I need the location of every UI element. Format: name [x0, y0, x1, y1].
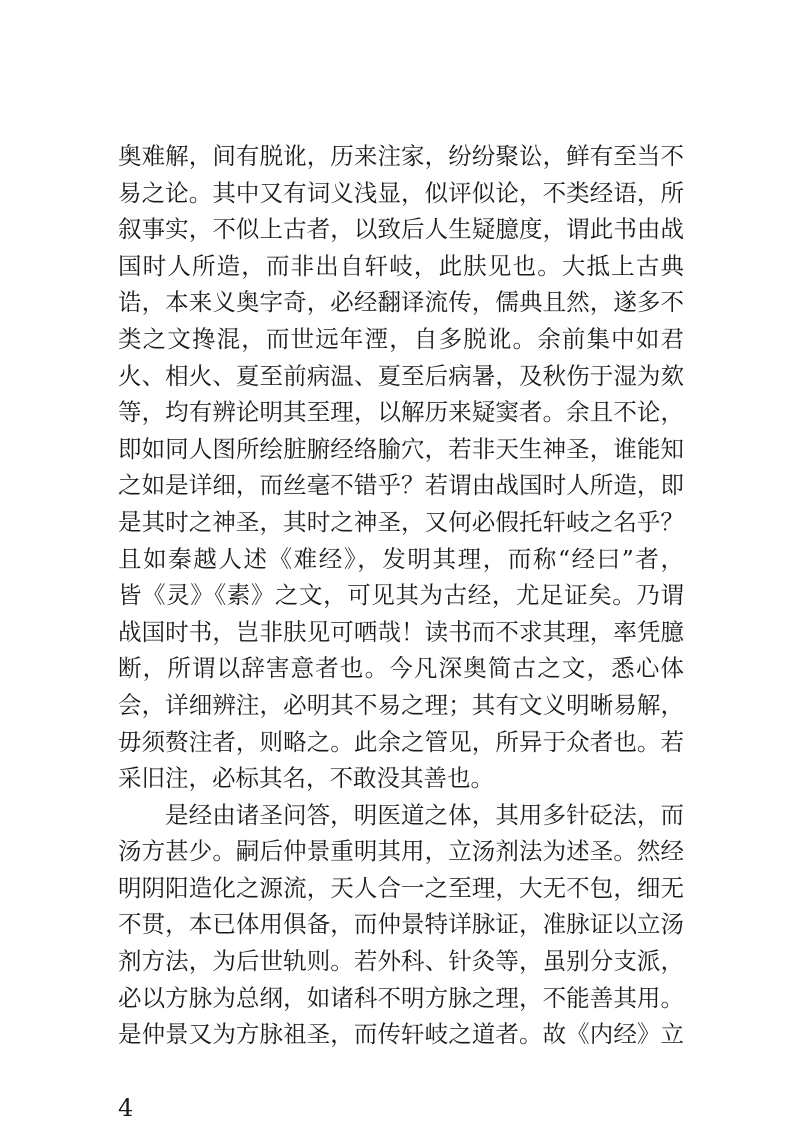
text-line: 必以方脉为总纲，如诸科不明方脉之理，不能善其用。	[118, 983, 684, 1012]
page-number: 4	[118, 1094, 134, 1122]
text-line: 皆《灵》《素》之文，可见其为古经，尤足证矣。乃谓	[118, 581, 684, 610]
text-line: 火、相火、夏至前病温、夏至后病暑，及秋伤于湿为欬	[118, 361, 684, 390]
text-line: 断，所谓以辞害意者也。今凡深奥简古之文，悉心体	[118, 654, 684, 683]
text-line: 易之论。其中又有词义浅显，似评似论，不类经语，所	[118, 178, 684, 207]
text-line: 是经由诸圣问答，明医道之体，其用多针砭法，而	[165, 800, 684, 829]
text-line: 剂方法，为后世轨则。若外科、针灸等，虽别分支派，	[118, 947, 684, 976]
text-line: 叙事实，不似上古者，以致后人生疑臆度，谓此书由战	[118, 215, 684, 244]
text-line: 类之文搀混，而世远年湮，自多脱讹。余前集中如君	[118, 324, 684, 353]
text-line: 且如秦越人述《难经》，发明其理，而称“经曰”者，	[118, 544, 684, 573]
text-line: 即如同人图所绘脏腑经络腧穴，若非天生神圣，谁能知	[118, 434, 684, 463]
text-line: 战国时书，岂非肤见可哂哉！读书而不求其理，率凭臆	[118, 617, 684, 646]
text-line: 是其时之神圣，其时之神圣，又何必假托轩岐之名乎？	[118, 507, 684, 536]
text-line: 汤方甚少。嗣后仲景重明其用，立汤剂法为述圣。然经	[118, 837, 684, 866]
text-line: 等，均有辨论明其至理，以解历来疑窦者。余且不论，	[118, 398, 684, 427]
text-line: 国时人所造，而非出自轩岐，此肤见也。大抵上古典	[118, 251, 684, 280]
text-line: 是仲景又为方脉祖圣，而传轩岐之道者。故《内经》立	[118, 1020, 684, 1049]
text-line: 不贯，本已体用俱备，而仲景特详脉证，准脉证以立汤	[118, 910, 684, 939]
text-line: 奥难解，间有脱讹，历来注家，纷纷聚讼，鲜有至当不	[118, 142, 684, 170]
text-line: 之如是详细，而丝毫不错乎？若谓由战国时人所造，即	[118, 471, 684, 500]
text-line: 毋须赘注者，则略之。此余之管见，所异于众者也。若	[118, 727, 684, 756]
text-line: 诰，本来义奥字奇，必经翻译流传，儒典且然，遂多不	[118, 288, 684, 317]
text-line: 采旧注，必标其名，不敢没其善也。	[118, 764, 494, 793]
text-line: 明阴阳造化之源流，天人合一之至理，大无不包，细无	[118, 873, 684, 902]
body-text	[118, 138, 684, 1053]
text-line: 会，详细辨注，必明其不易之理；其有文义明晰易解，	[118, 690, 684, 719]
